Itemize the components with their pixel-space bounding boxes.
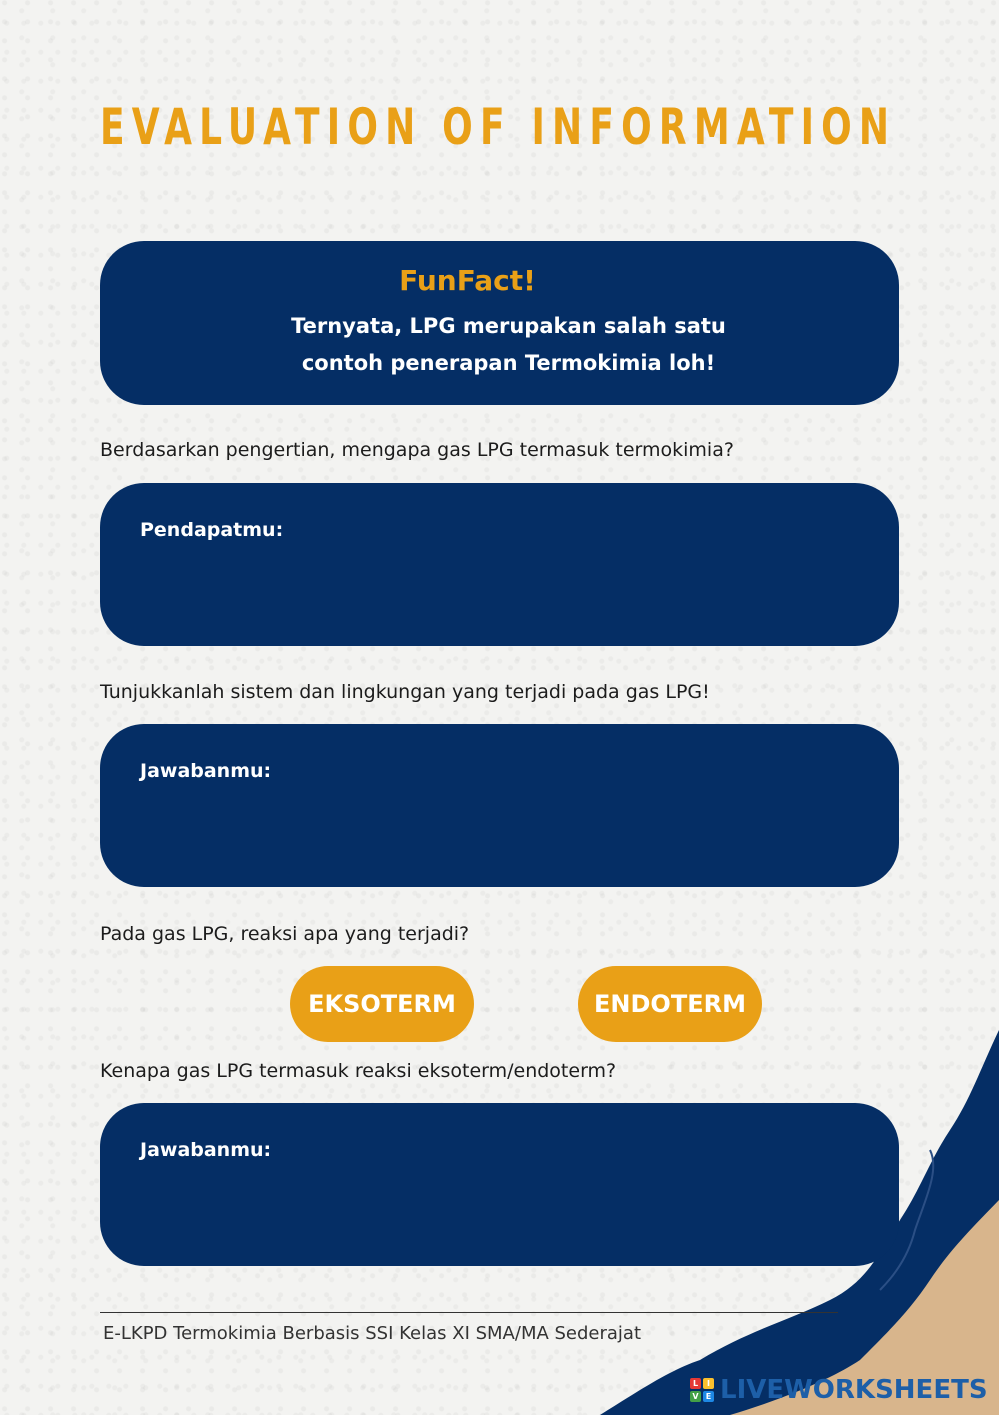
answer-input-2[interactable] <box>140 792 859 867</box>
answer-input-1[interactable] <box>140 551 859 626</box>
eksoterm-button[interactable]: EKSOTERM <box>290 966 474 1042</box>
liveworksheets-logo <box>690 1375 988 1405</box>
funfact-heading: FunFact! <box>399 264 536 297</box>
answer-box-2 <box>100 724 899 887</box>
question-1: Berdasarkan pengertian, mengapa gas LPG termasuk termokimia? <box>100 439 734 461</box>
question-2: Tunjukkanlah sistem dan lingkungan yang terjadi pada gas LPG! <box>100 681 710 703</box>
funfact-line-1: Ternyata, LPG merupakan salah satu <box>291 314 726 338</box>
logo-letter: V <box>690 1391 701 1402</box>
logo-letter: L <box>690 1378 701 1389</box>
logo-letter: E <box>703 1391 714 1402</box>
question-3: Pada gas LPG, reaksi apa yang terjadi? <box>100 923 470 945</box>
answer-input-3[interactable] <box>140 1171 859 1246</box>
answer-label-1: Pendapatmu: <box>140 519 284 541</box>
logo-letter: I <box>703 1378 714 1389</box>
funfact-line-2: contoh penerapan Termokimia loh! <box>301 351 716 375</box>
answer-label-2: Jawabanmu: <box>140 760 272 782</box>
page-title: EVALUATION OF INFORMATION <box>100 98 897 156</box>
logo-text: LIVEWORKSHEETS <box>720 1375 988 1405</box>
footer-text: E-LKPD Termokimia Berbasis SSI Kelas XI SMA/MA Sederajat <box>103 1323 642 1344</box>
answer-label-3: Jawabanmu: <box>140 1139 272 1161</box>
answer-box-1 <box>100 483 899 646</box>
funfact-body <box>100 308 917 382</box>
answer-box-3 <box>100 1103 899 1266</box>
endoterm-button[interactable]: ENDOTERM <box>578 966 762 1042</box>
question-4: Kenapa gas LPG termasuk reaksi eksoterm/endoterm? <box>100 1060 617 1082</box>
logo-grid-icon <box>690 1378 714 1402</box>
footer-divider <box>100 1312 838 1313</box>
